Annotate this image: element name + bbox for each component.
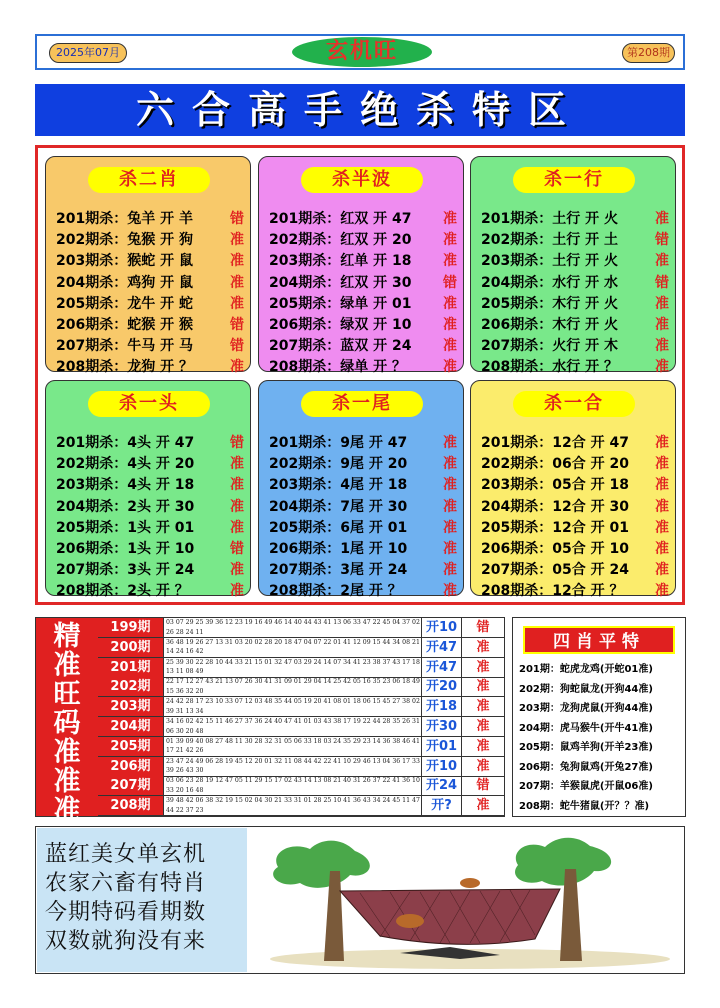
panel-row-text: 206期杀：1头 开 10 xyxy=(56,541,195,557)
four-zodiac-row: 208期：蛇牛猪鼠(开？？准) xyxy=(519,800,650,812)
number-table xyxy=(35,617,505,826)
period-cell: 201期 xyxy=(98,658,164,677)
side-title-char: 准 xyxy=(53,766,81,797)
period-cell: 200期 xyxy=(98,638,164,657)
panel-row-text: 208期杀：2尾 开 ？ xyxy=(269,583,402,600)
panel-row-text: 208期杀：2头 开 ？ xyxy=(56,583,189,600)
prediction-panel xyxy=(45,156,251,376)
result-status: 准 xyxy=(443,519,457,536)
panel-row xyxy=(269,230,457,251)
panel-row-text: 206期杀：蛇猴 开 猴 xyxy=(56,317,193,333)
result-status: 准 xyxy=(443,435,457,451)
result-status: 准 xyxy=(655,338,669,355)
result-status: 准 xyxy=(476,639,490,655)
panel-row xyxy=(56,315,244,336)
result-status: 准 xyxy=(655,359,669,376)
panel-row-text: 207期杀：火行 开 木 xyxy=(481,338,618,355)
poem-line: 双数就狗没有来 xyxy=(45,929,207,954)
panel-row-text: 208期杀：水行 开 ？ xyxy=(481,359,618,376)
panel-row xyxy=(481,230,669,251)
result-status: 准 xyxy=(476,659,490,675)
panel-row xyxy=(269,475,457,496)
panel-title: 杀一行 xyxy=(513,167,635,193)
period-cell: 202期 xyxy=(98,677,164,696)
four-zodiac-title: 四肖平特 xyxy=(523,626,675,654)
four-zodiac-row: 203期：龙狗虎鼠(开狗44准) xyxy=(519,703,653,714)
result-status: 准 xyxy=(230,295,244,312)
period-cell: 206期 xyxy=(98,757,164,776)
panel-row-text: 201期杀：4头 开 47 xyxy=(56,435,195,451)
result-status: 准 xyxy=(443,295,457,312)
result-status: 准 xyxy=(655,583,669,600)
four-zodiac-row: 205期：鼠鸡羊狗(开羊23准) xyxy=(519,742,653,753)
result-status: 准 xyxy=(230,232,244,249)
result-status: 准 xyxy=(655,541,669,557)
panel-title: 杀二肖 xyxy=(88,167,210,193)
open-result-cell: 开47 xyxy=(422,658,462,677)
open-result-cell: 开18 xyxy=(422,697,462,716)
prediction-grid xyxy=(35,145,685,605)
panel-row-text: 204期杀：水行 开 水 xyxy=(481,274,618,291)
panel-row xyxy=(269,539,457,560)
panel-row-text: 201期杀：兔羊 开 羊 xyxy=(56,211,193,227)
poem-line: 农家六畜有特肖 xyxy=(45,871,207,896)
table-row xyxy=(98,697,504,717)
panel-title: 杀一头 xyxy=(88,391,210,417)
panel-row xyxy=(269,273,457,294)
side-title-char: 准 xyxy=(53,650,81,681)
four-zodiac-panel xyxy=(512,617,686,817)
hammock-illustration xyxy=(260,831,680,969)
panel-row-text: 202期杀：06合 开 20 xyxy=(481,456,629,473)
panel-row-text: 207期杀：蓝双 开 24 xyxy=(269,338,412,355)
panel-row-text: 201期杀：红双 开 47 xyxy=(269,211,412,227)
result-status: 准 xyxy=(655,253,669,270)
period-cell: 203期 xyxy=(98,697,164,716)
panel-row-text: 205期杀：绿单 开 01 xyxy=(269,295,412,312)
period-cell: 208期 xyxy=(98,796,164,815)
panel-row-text: 201期杀：9尾 开 47 xyxy=(269,435,408,451)
result-status: 准 xyxy=(443,456,457,473)
result-status: 准 xyxy=(230,456,244,473)
result-status: 错 xyxy=(230,338,244,355)
panel-row-text: 206期杀：绿双 开 10 xyxy=(269,317,412,333)
panel-row-text: 203期杀：红单 开 18 xyxy=(269,253,412,270)
result-status: 准 xyxy=(443,211,457,227)
panel-row-text: 202期杀：土行 开 土 xyxy=(481,232,618,249)
poem-line: 今期特码看期数 xyxy=(45,900,207,925)
result-status: 准 xyxy=(443,562,457,579)
table-row xyxy=(98,677,504,697)
numbers-cell: 03 07 29 25 39 36 12 23 19 16 49 46 14 40 44 43 41 13 06 33 47 22 45 04 37 02 26 28 24 11 xyxy=(164,618,422,637)
result-status: 准 xyxy=(443,583,457,600)
result-status: 准 xyxy=(230,498,244,515)
result-status: 准 xyxy=(476,699,490,715)
panel-title: 杀一尾 xyxy=(301,391,423,417)
period-cell: 199期 xyxy=(98,618,164,637)
panel-row-text: 202期杀：9尾 开 20 xyxy=(269,456,408,473)
numbers-cell: 34 16 02 42 15 11 46 27 37 36 24 40 47 41 01 03 43 38 17 19 22 44 28 35 26 31 06 30 20 48 xyxy=(164,717,422,736)
panel-row-text: 208期杀：12合 开 ？ xyxy=(481,583,624,600)
numbers-cell: 01 39 09 40 08 27 48 11 30 28 32 31 05 06 33 18 03 24 35 29 23 14 36 38 46 41 17 21 42 26 xyxy=(164,737,422,756)
table-row xyxy=(98,757,504,777)
panel-row-text: 204期杀：鸡狗 开 鼠 xyxy=(56,274,193,291)
poem-line: 蓝红美女单玄机 xyxy=(45,842,207,867)
panel-row xyxy=(269,581,457,602)
panel-row xyxy=(269,560,457,581)
panel-row xyxy=(481,251,669,272)
panel-row xyxy=(481,497,669,518)
table-row xyxy=(98,658,504,678)
numbers-cell: 22 17 12 27 43 21 13 07 26 30 41 31 09 01 29 04 14 25 42 05 16 35 23 06 18 49 15 36 32 20 xyxy=(164,677,422,696)
result-status: 准 xyxy=(476,798,490,814)
panel-row-text: 205期杀：木行 开 火 xyxy=(481,295,618,312)
side-title-char: 准 xyxy=(53,795,81,826)
open-result-cell: 开10 xyxy=(422,757,462,776)
prediction-panel xyxy=(45,380,251,600)
panel-row xyxy=(481,273,669,294)
panel-row xyxy=(269,454,457,475)
panel-row-text: 201期杀：土行 开 火 xyxy=(481,211,618,227)
numbers-cell: 39 48 42 06 38 32 19 15 02 04 30 21 33 31 01 28 25 10 41 36 43 34 24 45 11 47 44 22 37 23 xyxy=(164,796,422,815)
result-status: 错 xyxy=(443,274,457,291)
panel-row xyxy=(481,581,669,602)
prediction-panel xyxy=(258,156,464,376)
open-result-cell: 开01 xyxy=(422,737,462,756)
panel-row xyxy=(56,497,244,518)
result-status: 准 xyxy=(476,679,490,695)
panel-row xyxy=(269,497,457,518)
result-status: 准 xyxy=(655,519,669,536)
result-status: 准 xyxy=(230,519,244,536)
panel-row xyxy=(481,294,669,315)
result-status: 错 xyxy=(230,211,244,227)
side-title-char: 准 xyxy=(53,737,81,768)
panel-row-text: 206期杀：1尾 开 10 xyxy=(269,541,408,557)
result-status: 准 xyxy=(230,253,244,270)
panel-title: 杀半波 xyxy=(301,167,423,193)
side-title-char: 码 xyxy=(53,708,81,739)
panel-row xyxy=(481,454,669,475)
panel-row xyxy=(481,433,669,454)
panel-row-text: 206期杀：05合 开 10 xyxy=(481,541,629,557)
four-zodiac-row: 201期：蛇虎龙鸡(开蛇01准) xyxy=(519,664,653,675)
result-status: 错 xyxy=(655,274,669,291)
table-row xyxy=(98,796,504,816)
panel-row-text: 206期杀：木行 开 火 xyxy=(481,317,618,333)
panel-row-text: 203期杀：4头 开 18 xyxy=(56,477,195,494)
four-zodiac-row: 207期：羊猴鼠虎(开鼠06准) xyxy=(519,781,653,792)
panel-row xyxy=(56,294,244,315)
panel-row xyxy=(56,230,244,251)
panel-row-text: 207期杀：3头 开 24 xyxy=(56,562,195,579)
panel-row xyxy=(56,518,244,539)
result-status: 准 xyxy=(230,477,244,494)
four-zodiac-row: 204期：虎马猴牛(开牛41准) xyxy=(519,722,653,734)
panel-row xyxy=(56,539,244,560)
site-logo: 玄机旺 xyxy=(292,37,432,67)
result-status: 错 xyxy=(230,317,244,333)
prediction-panel xyxy=(470,156,676,376)
prediction-panel xyxy=(470,380,676,600)
panel-title: 杀一合 xyxy=(513,391,635,417)
result-status: 准 xyxy=(655,477,669,494)
panel-row xyxy=(56,475,244,496)
panel-row-text: 203期杀：猴蛇 开 鼠 xyxy=(56,253,193,270)
four-zodiac-row: 202期：狗蛇鼠龙(开狗44准) xyxy=(519,683,653,695)
period-cell: 204期 xyxy=(98,717,164,736)
period-cell: 205期 xyxy=(98,737,164,756)
result-status: 准 xyxy=(655,456,669,473)
result-status: 准 xyxy=(230,359,244,376)
panel-row-text: 202期杀：兔猴 开 狗 xyxy=(56,232,193,249)
panel-row xyxy=(481,357,669,378)
panel-row-text: 204期杀：7尾 开 30 xyxy=(269,498,408,515)
result-status: 准 xyxy=(443,232,457,249)
result-status: 准 xyxy=(655,295,669,312)
panel-row-text: 205期杀：6尾 开 01 xyxy=(269,519,408,536)
result-status: 准 xyxy=(655,562,669,579)
date-badge: 2025年07月 xyxy=(49,43,127,63)
panel-row xyxy=(269,294,457,315)
open-result-cell: 开24 xyxy=(422,776,462,795)
numbers-cell: 23 47 24 49 06 28 19 45 12 20 01 32 11 08 44 42 22 41 10 29 46 13 04 36 17 33 39 26 43 30 xyxy=(164,757,422,776)
panel-row-text: 205期杀：12合 开 01 xyxy=(481,519,629,536)
result-status: 准 xyxy=(655,498,669,515)
panel-row-text: 205期杀：龙牛 开 蛇 xyxy=(56,295,193,312)
panel-row xyxy=(481,336,669,357)
panel-row xyxy=(269,251,457,272)
table-row xyxy=(98,717,504,737)
result-status: 准 xyxy=(443,317,457,333)
panel-row xyxy=(269,433,457,454)
panel-row xyxy=(269,518,457,539)
panel-row xyxy=(56,273,244,294)
result-status: 准 xyxy=(443,338,457,355)
result-status: 准 xyxy=(443,477,457,494)
table-row xyxy=(98,638,504,658)
numbers-cell: 25 39 30 22 28 10 44 33 21 15 01 32 47 03 29 24 14 07 34 41 23 38 37 43 17 18 13 11 08 49 xyxy=(164,658,422,677)
panel-row-text: 203期杀：土行 开 火 xyxy=(481,253,618,270)
result-status: 准 xyxy=(230,562,244,579)
result-status: 错 xyxy=(230,435,244,451)
numbers-cell: 24 42 28 17 23 10 33 07 12 03 48 35 44 05 19 20 41 08 01 18 06 15 45 27 38 02 39 31 13 34 xyxy=(164,697,422,716)
table-row xyxy=(98,618,504,638)
panel-row xyxy=(481,518,669,539)
page-title-banner: 六合高手绝杀特区 xyxy=(35,84,685,136)
panel-row xyxy=(56,454,244,475)
result-status: 准 xyxy=(443,498,457,515)
panel-row xyxy=(269,336,457,357)
panel-row-text: 203期杀：05合 开 18 xyxy=(481,477,629,494)
panel-row-text: 203期杀：4尾 开 18 xyxy=(269,477,408,494)
panel-row xyxy=(56,433,244,454)
poem-section xyxy=(35,826,685,974)
numbers-cell: 03 06 23 28 19 12 47 05 11 29 15 17 02 43 14 13 08 21 40 31 26 37 22 41 36 10 33 20 16 48 xyxy=(164,776,422,795)
panel-row-text: 201期杀：12合 开 47 xyxy=(481,435,629,451)
four-zodiac-row: 206期：兔狗鼠鸡(开兔27准) xyxy=(519,761,653,773)
panel-row-text: 207期杀：牛马 开 马 xyxy=(56,338,193,355)
side-title-char: 精 xyxy=(53,621,81,652)
panel-row-text: 204期杀：2头 开 30 xyxy=(56,498,195,515)
header-bar xyxy=(35,34,685,70)
panel-row xyxy=(269,315,457,336)
open-result-cell: 开10 xyxy=(422,618,462,637)
panel-row-text: 208期杀：龙狗 开 ？ xyxy=(56,359,193,376)
prediction-panel xyxy=(258,380,464,600)
period-cell: 207期 xyxy=(98,776,164,795)
panel-row xyxy=(56,336,244,357)
panel-row-text: 208期杀：绿单 开 ？ xyxy=(269,359,406,376)
side-title-char: 旺 xyxy=(53,679,81,710)
result-status: 准 xyxy=(230,274,244,291)
result-status: 错 xyxy=(476,778,490,794)
table-row xyxy=(98,737,504,757)
panel-row xyxy=(269,357,457,378)
panel-row xyxy=(269,209,457,230)
numbers-cell: 36 48 19 26 27 13 31 03 20 02 28 20 18 47 04 07 22 01 41 12 09 15 44 34 08 21 14 24 16 42 xyxy=(164,638,422,657)
result-status: 错 xyxy=(230,541,244,557)
panel-row xyxy=(56,251,244,272)
panel-row-text: 204期杀：红双 开 30 xyxy=(269,274,412,291)
result-status: 准 xyxy=(443,541,457,557)
panel-row-text: 205期杀：1头 开 01 xyxy=(56,519,195,536)
result-status: 准 xyxy=(443,359,457,376)
result-status: 准 xyxy=(476,758,490,774)
result-status: 错 xyxy=(655,232,669,249)
panel-row xyxy=(481,539,669,560)
panel-row xyxy=(481,475,669,496)
result-status: 准 xyxy=(476,719,490,734)
open-result-cell: 开? xyxy=(422,796,462,815)
result-status: 准 xyxy=(655,435,669,451)
open-result-cell: 开30 xyxy=(422,717,462,736)
panel-row-text: 202期杀：红双 开 20 xyxy=(269,232,412,249)
open-result-cell: 开47 xyxy=(422,638,462,657)
result-status: 准 xyxy=(230,583,244,600)
result-status: 错 xyxy=(476,620,490,635)
panel-row xyxy=(481,315,669,336)
result-status: 准 xyxy=(476,738,490,754)
panel-row xyxy=(56,209,244,230)
table-side-title xyxy=(36,618,98,826)
table-row xyxy=(98,776,504,796)
panel-row xyxy=(56,357,244,378)
panel-row xyxy=(481,209,669,230)
panel-row xyxy=(56,560,244,581)
open-result-cell: 开20 xyxy=(422,677,462,696)
poem-text xyxy=(37,828,247,972)
panel-row-text: 207期杀：3尾 开 24 xyxy=(269,562,408,579)
panel-row-text: 204期杀：12合 开 30 xyxy=(481,498,629,515)
result-status: 准 xyxy=(655,211,669,227)
result-status: 准 xyxy=(443,253,457,270)
panel-row-text: 207期杀：05合 开 24 xyxy=(481,562,629,579)
panel-row-text: 202期杀：4头 开 20 xyxy=(56,456,195,473)
panel-row xyxy=(56,581,244,602)
panel-row xyxy=(481,560,669,581)
result-status: 准 xyxy=(655,317,669,333)
issue-badge: 第208期 xyxy=(622,43,675,63)
